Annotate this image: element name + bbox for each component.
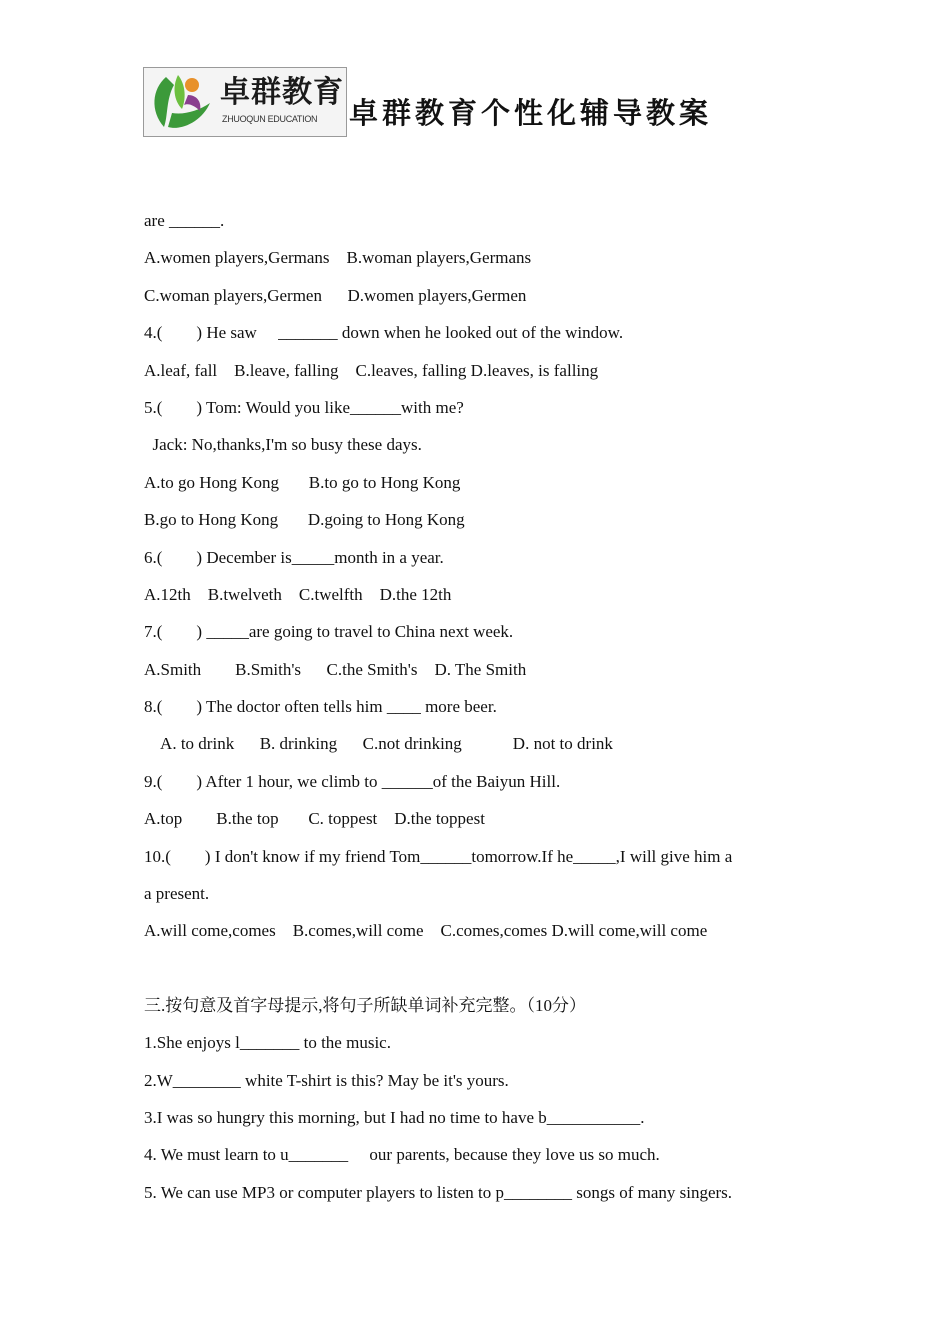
section-heading: 三.按句意及首字母提示,将句子所缺单词补充完整。（10分） bbox=[144, 995, 586, 1015]
text-line: A.Smith B.Smith's C.the Smith's D. The Smith bbox=[144, 659, 527, 679]
text-line: A.12th B.twelveth C.twelfth D.the 12th bbox=[144, 584, 452, 604]
section-gap bbox=[144, 953, 824, 990]
text-line: A.to go Hong Kong B.to go to Hong Kong bbox=[144, 472, 461, 492]
text-line: 5. We can use MP3 or computer players to listen to p________ songs of many singers. bbox=[144, 1182, 733, 1202]
text-line: A.leaf, fall B.leave, falling C.leaves, falling D.leaves, is falling bbox=[144, 360, 599, 380]
text-line: 4. We must learn to u_______ our parents, because they love us so much. bbox=[144, 1145, 660, 1165]
page-header bbox=[143, 67, 763, 139]
text-line: 5.( ) Tom: Would you like______with me? bbox=[144, 397, 464, 417]
text-line: A.will come,comes B.comes,will come C.comes,comes D.will come,will come bbox=[144, 921, 708, 941]
logo-chinese-text: 卓群教育 bbox=[220, 75, 344, 110]
text-line: C.woman players,Germen D.women players,Germen bbox=[144, 285, 527, 305]
logo-english-text: ZHUOQUN EDUCATION bbox=[222, 114, 318, 124]
text-line: 7.( ) _____are going to travel to China next week. bbox=[144, 622, 514, 642]
text-line: A.women players,Germans B.woman players,Germans bbox=[144, 248, 532, 268]
text-line: 1.She enjoys l_______ to the music. bbox=[144, 1033, 391, 1053]
page-title: 卓群教育个性化辅导教案 bbox=[349, 96, 713, 130]
text-line: A.top B.the top C. toppest D.the toppest bbox=[144, 809, 485, 829]
text-line: Jack: No,thanks,I'm so busy these days. bbox=[144, 435, 422, 455]
text-line: 3.I was so hungry this morning, but I had no time to have b___________. bbox=[144, 1107, 645, 1127]
text-line: a present. bbox=[144, 884, 210, 904]
worksheet-content bbox=[144, 205, 824, 1214]
zhuoqun-logo bbox=[143, 67, 347, 137]
text-line: B.go to Hong Kong D.going to Hong Kong bbox=[144, 510, 465, 530]
logo-leaf-icon bbox=[148, 71, 218, 133]
text-line: 8.( ) The doctor often tells him ____ more beer. bbox=[144, 697, 497, 717]
text-line: are ______. bbox=[144, 211, 225, 230]
text-line: 10.( ) I don't know if my friend Tom______tomorrow.If he_____,I will give him a bbox=[144, 846, 733, 866]
text-line: A. to drink B. drinking C.not drinking D. not to drink bbox=[144, 734, 613, 754]
text-line: 4.( ) He saw _______ down when he looked out of the window. bbox=[144, 323, 624, 343]
text-line: 9.( ) After 1 hour, we climb to ______of the Baiyun Hill. bbox=[144, 771, 561, 791]
text-line: 2.W________ white T-shirt is this? May be it's yours. bbox=[144, 1070, 509, 1090]
text-line: 6.( ) December is_____month in a year. bbox=[144, 547, 444, 567]
